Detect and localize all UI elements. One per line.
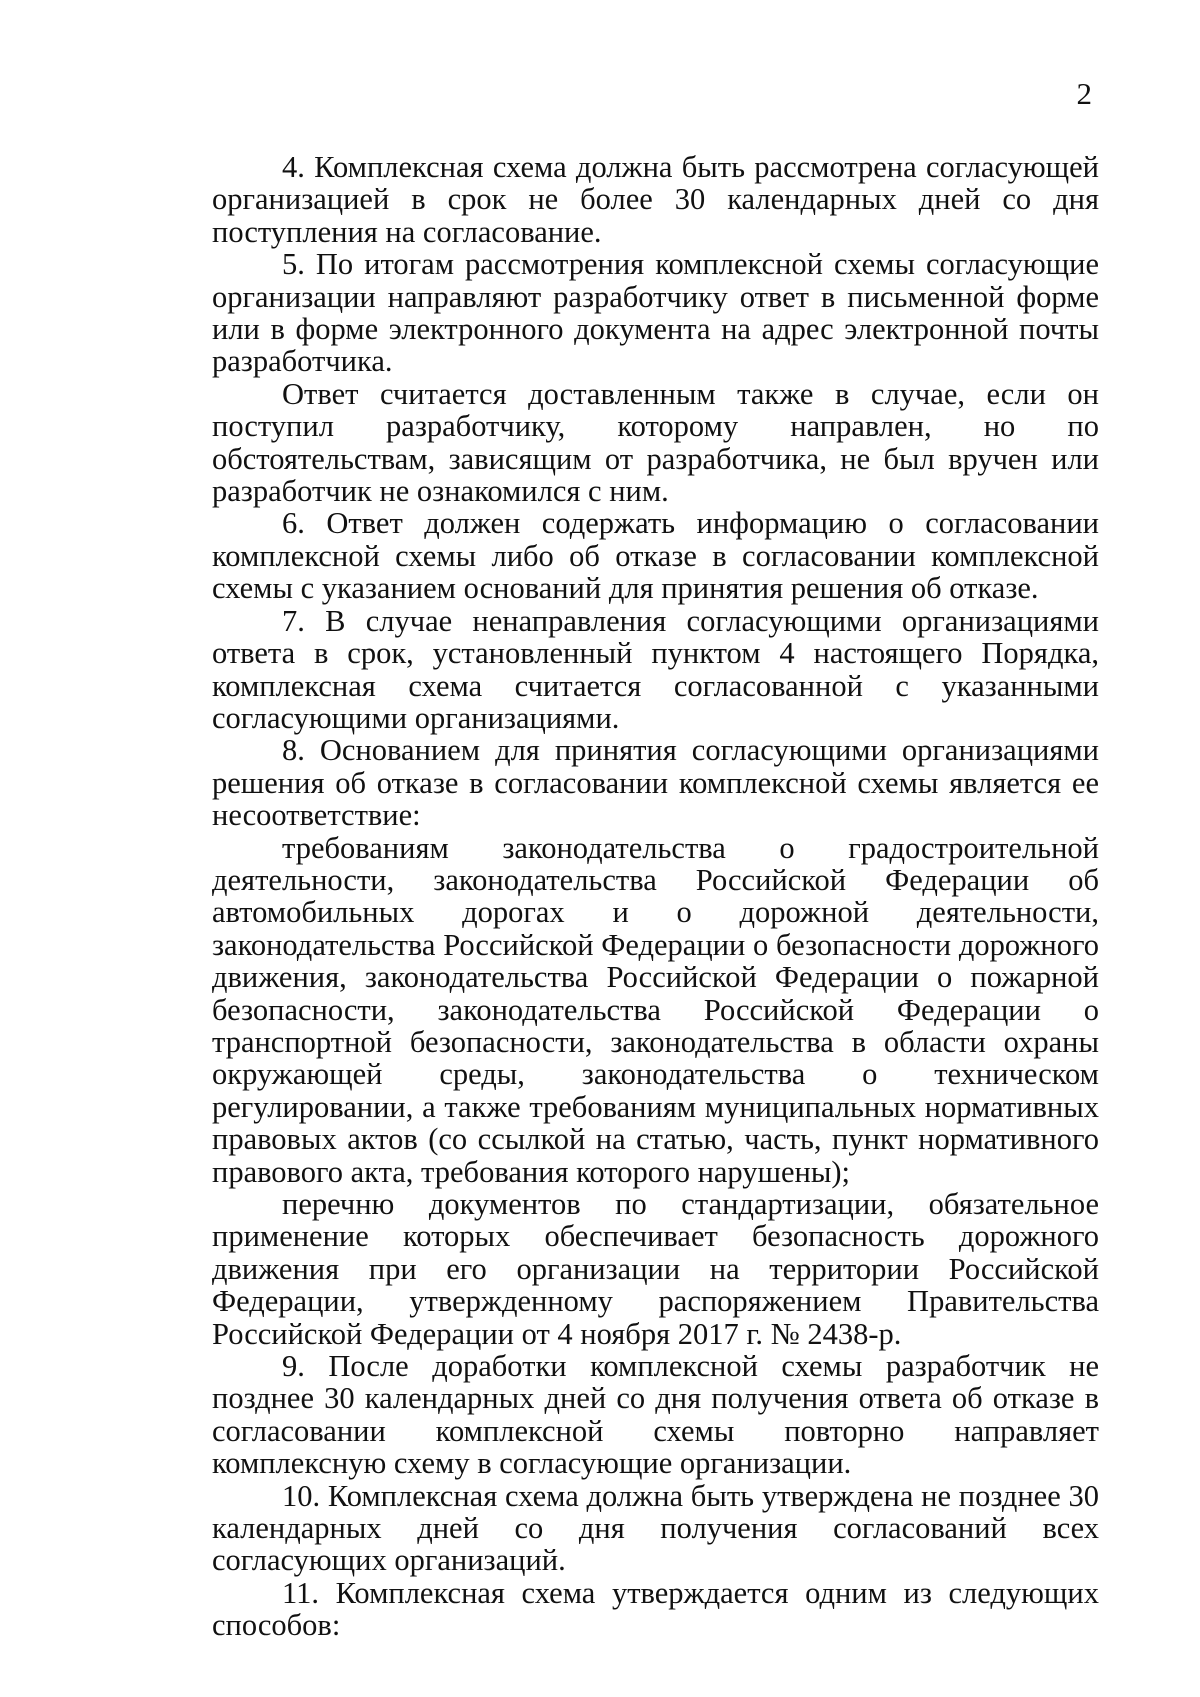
paragraph-item-5-continuation: Ответ считается доставленным также в случае, если он поступил разработчику, которому направлен, но по обстоятельствам, зависящим от разработчика, не был вручен или разработчик не ознакомился с ним. bbox=[212, 376, 1099, 509]
page-number: 2 bbox=[1076, 76, 1092, 111]
paragraph-item-6: 6. Ответ должен содержать информацию о согласовании комплексной схемы либо об отказе в согласовании комплексной схемы с указанием оснований для принятия решения об отказе. bbox=[212, 506, 1099, 606]
paragraph-item-4: 4. Комплексная схема должна быть рассмотрена согласующей организацией в срок не более 30 календарных дней со дня поступления на согласование. bbox=[212, 150, 1099, 249]
paragraph-item-7: 7. В случае ненаправления согласующими организациями ответа в срок, установленный пунктом 4 настоящего Порядка, комплексная схема считается согласованной с указанными согласующими организациями. bbox=[212, 603, 1099, 735]
paragraph-item-8-requirement-1: требованиям законодательства о градостроительной деятельности, законодательства Российской Федерации об автомобильных дорогах и о дорожной деятельности, законодательства Российской Федерации о безопасности дорожного движения, законодательства Российской Федерации о пожарной безопасности, законодательства Российской Федерации о транспортной безопасности, законодательства в области охраны окружающей среды, законодательства о техническом регулировании, а также требованиям муниципальных нормативных правовых актов (со ссылкой на статью, часть, пункт нормативного правового акта, требования которого нарушены); bbox=[212, 830, 1099, 1189]
paragraph-item-9: 9. После доработки комплексной схемы разработчик не позднее 30 календарных дней со дня получения ответа об отказе в согласовании комплексной схемы повторно направляет комплексную схему в согласующие организации. bbox=[212, 1349, 1099, 1481]
paragraph-item-8-requirement-2: перечню документов по стандартизации, обязательное применение которых обеспечивает безопасность дорожного движения при его организации на территории Российской Федерации, утвержденному распоряжением Правительства Российской Федерации от 4 ноября 2017 г. № 2438-р. bbox=[212, 1187, 1099, 1351]
document-body bbox=[212, 151, 1099, 1642]
paragraph-item-10: 10. Комплексная схема должна быть утверждена не позднее 30 календарных дней со дня получения согласований всех согласующих организаций. bbox=[212, 1478, 1099, 1578]
paragraph-item-8: 8. Основанием для принятия согласующими организациями решения об отказе в согласовании комплексной схемы является ее несоответствие: bbox=[212, 733, 1099, 833]
paragraph-item-5: 5. По итогам рассмотрения комплексной схемы согласующие организации направляют разработчику ответ в письменной форме или в форме электронного документа на адрес электронной почты разработчика. bbox=[212, 247, 1099, 379]
paragraph-item-11: 11. Комплексная схема утверждается одним из следующих способов: bbox=[212, 1575, 1099, 1643]
